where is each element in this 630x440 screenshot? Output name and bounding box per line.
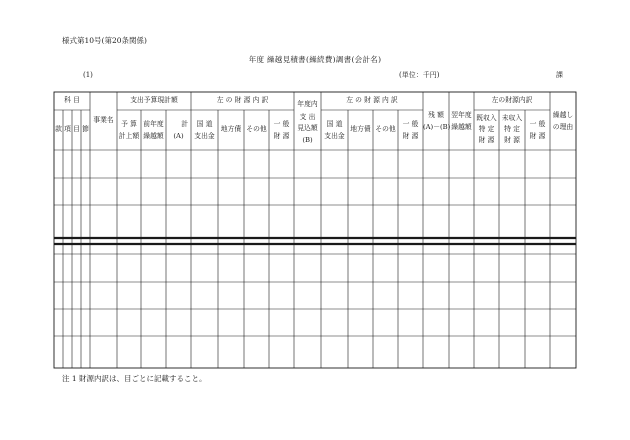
header-nendonai-line3: 見込額 [297,124,318,133]
header-kishunyu-line2: 特 定 [478,124,495,133]
header-sonota: その他 [246,125,267,133]
header-kurikoshi-line1: 繰越し [552,111,574,119]
header-kokudo2-line2: 支出金 [324,131,345,140]
header-chihosai-2: 地方債 [350,125,371,133]
header-yokunendo [449,112,474,132]
header-yosan-line1: 予 算 [121,120,137,128]
header-kamoku: 科 目 [64,96,80,104]
header-kokudo-2 [321,121,348,141]
header-yosan [117,121,141,141]
header-kan: 款 [55,125,62,133]
header-kokudo-line1: 国 道 [196,120,213,128]
header-zangaku-line2: (A)－(B) [423,122,451,131]
document-title: 年度 繰越見積書(繰続費)調書(会計名) [248,55,382,64]
header-ippan2-line2: 財 源 [402,131,419,140]
header-jigyomei: 事業名 [93,116,114,124]
header-kei-line1: 計 [181,120,188,128]
header-ippan-3 [525,121,550,141]
header-kokudo-line2: 支出金 [194,131,215,140]
header-kei-line2: (A) [173,131,184,140]
sheet-number: (1) [83,71,93,79]
header-shishutsu-group: 支出予算現計額 [130,96,178,104]
header-mishunyu-line2: 特 定 [504,124,520,133]
header-mishunyu-line3: 財 源 [504,135,520,144]
header-ippan [269,121,294,141]
header-sonota-2: その他 [375,125,396,133]
unit-label: (単位：千円) [399,71,440,79]
header-zaigen-group-2: 左 の 財 源 内 訳 [346,96,398,104]
footnote: 注 1 財源内訳は、目ごとに記載すること。 [62,374,207,383]
header-nendonai-line4: (B) [302,135,313,144]
header-zennendo-line1: 前年度 [143,120,164,128]
header-mishunyu-line1: 未収入 [501,114,523,122]
header-nendonai-line2: 支 出 [299,113,316,122]
header-kishunyu-line3: 財 源 [478,135,495,144]
form-number-label: 様式第10号(第20条関係) [62,36,147,45]
header-nendonai-b [294,100,321,145]
header-yokunendo-line1: 翌年度 [451,111,472,119]
header-zennendo-line2: 繰越額 [143,131,164,140]
header-yosan-line2: 計上額 [118,131,140,140]
header-kokudo2-line1: 国 道 [326,120,343,128]
header-kurikoshi [550,112,576,132]
header-kishunyu-line1: 既収入 [476,114,497,122]
section-label: 課 [556,71,563,79]
header-setsu: 節 [82,125,89,133]
header-kurikoshi-line2: の理由 [552,122,574,131]
header-kei-a [166,121,191,141]
header-ippan-line1: 一 般 [273,120,290,128]
header-zaigen-group-3: 左の財源内訳 [491,96,533,104]
header-zennendo [141,121,166,141]
header-ippan3-line1: 一 般 [529,120,546,128]
header-mishunyu [499,115,525,144]
header-moku: 目 [73,125,80,133]
header-chihosai: 地方債 [220,125,242,133]
header-zangaku-line1: 残 額 [428,111,444,119]
header-yokunendo-line2: 繰越額 [451,122,472,131]
header-ippan3-line2: 財 源 [529,131,546,140]
header-kishunyu [474,115,499,144]
header-zaigen-group-1: 左 の 財 源 内 訳 [216,96,269,104]
header-ippan2-line1: 一 般 [402,120,419,128]
header-ippan-2 [398,121,423,141]
header-nendonai-line1: 年度内 [297,100,318,108]
header-zangaku [423,112,449,132]
header-kou: 項 [64,125,71,133]
header-ippan-line2: 財 源 [273,131,290,140]
header-kokudo [191,121,218,141]
